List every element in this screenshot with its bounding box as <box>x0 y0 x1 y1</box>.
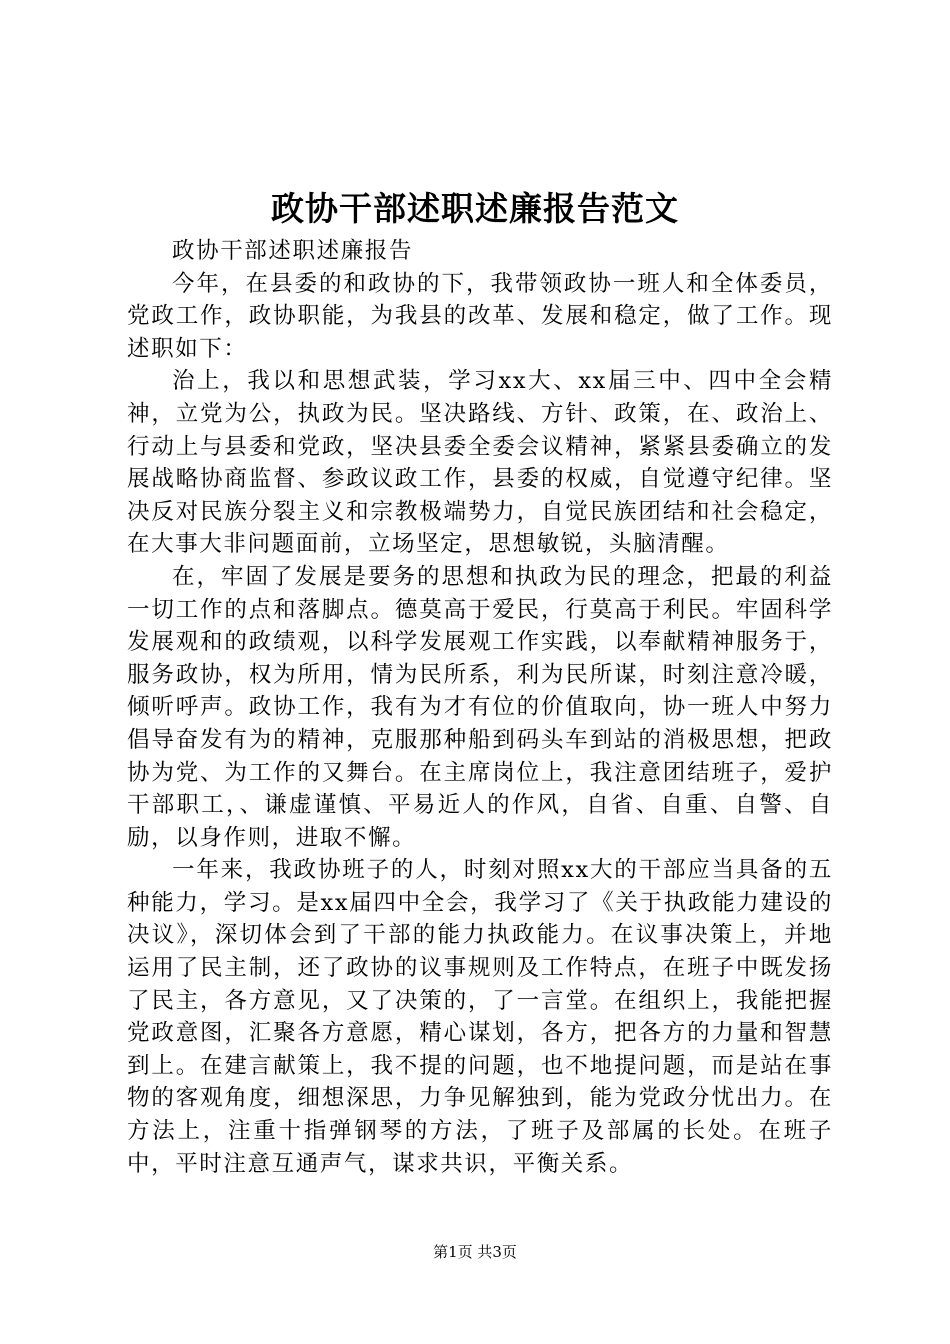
paragraph-development: 在，牢固了发展是要务的思想和执政为民的理念，把最的利益一切工作的点和落脚点。德莫高于爱民，行莫高于利民。牢固科学发展观和的政绩观，以科学发展观工作实践，以奉献精神服务于，服务政协，权为所用，情为民所系，利为民所谋，时刻注意冷暖，倾听呼声。政协工作，我有为才有位的价值取向，协一班人中努力倡导奋发有为的精神，克服那种船到码头车到站的消极思想，把政协为党、为工作的又舞台。在主席岗位上，我注意团结班子，爱护干部职工，、谦虚谨慎、平易近人的作风，自省、自重、自警、自励，以身作则，进取不懈。 <box>127 563 833 851</box>
paragraph-politics: 治上，我以和思想武装，学习xx大、xx届三中、四中全会精神，立党为公，执政为民。坚决路线、方针、政策，在、政治上、行动上与县委和党政，坚决县委全委会议精神，紧紧县委确立的发展战略协商监督、参政议政工作，县委的权威，自觉遵守纪律。坚决反对民族分裂主义和宗教极端势力，自觉民族团结和社会稳定，在大事大非问题面前，立场坚定，思想敏锐，头脑清醒。 <box>127 368 833 558</box>
document-title: 政协干部述职述廉报告范文 <box>271 189 679 228</box>
document-body <box>127 235 833 1180</box>
page-footer: 第1页 共3页 <box>433 1243 517 1261</box>
paragraph-heading: 政协干部述职述廉报告 <box>172 238 414 264</box>
paragraph-intro: 今年，在县委的和政协的下，我带领政协一班人和全体委员，党政工作，政协职能，为我县的改革、发展和稳定，做了工作。现述职如下： <box>127 270 833 362</box>
paragraph-ability: 一年来，我政协班子的人，时刻对照xx大的干部应当具备的五种能力，学习。是xx届四中全会，我学习了《关于执政能力建设的决议》，深切体会到了干部的能力执政能力。在议事决策上，并地运用了民主制，还了政协的议事规则及工作特点，在班子中既发扬了民主，各方意见，又了决策的，了一言堂。在组织上，我能把握党政意图，汇聚各方意愿，精心谋划，各方，把各方的力量和智慧到上。在建言献策上，我不提的问题，也不地提问题，而是站在事物的客观角度，细想深思，力争见解独到，能为党政分忧出力。在方法上，注重十指弹钢琴的方法，了班子及部属的长处。在班子中，平时注意互通声气，谋求共识，平衡关系。 <box>127 857 833 1177</box>
